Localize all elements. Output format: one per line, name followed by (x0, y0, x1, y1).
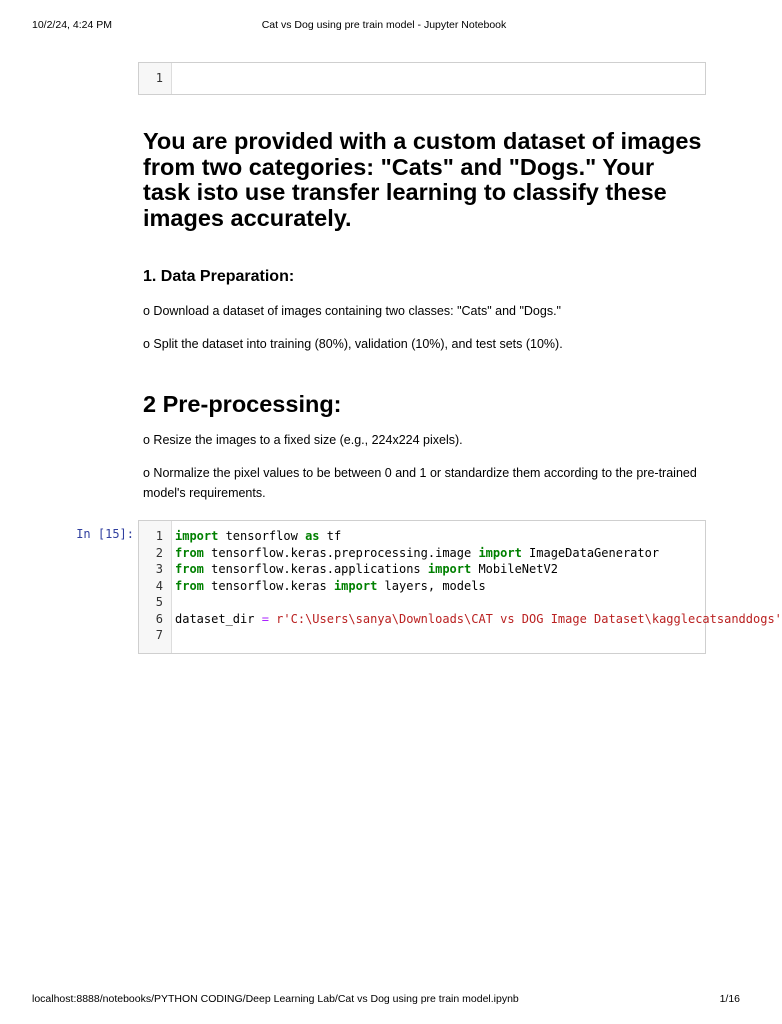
code-line (175, 578, 782, 595)
section-1-heading (143, 267, 703, 287)
code-token: from (175, 562, 204, 576)
line-number: 5 (155, 595, 163, 609)
code-token: import (175, 529, 219, 543)
print-page-number: 1/16 (719, 993, 740, 1005)
code-token: = (261, 611, 269, 626)
code-line (175, 545, 782, 562)
line-number: 7 (155, 628, 163, 642)
code-token: r'C:\Users\sanya\Downloads\CAT vs DOG Image Dataset\kagglecatsanddogs' (276, 611, 782, 626)
line-number: 3 (155, 562, 163, 576)
section-1-title: . Data Preparation: (151, 268, 295, 285)
code-token: as (305, 529, 320, 543)
code-token: tensorflow.keras.preprocessing.image (203, 545, 479, 560)
section-2-paragraph-2 (143, 463, 703, 503)
markdown-title (143, 129, 703, 231)
code-token: tensorflow.keras (203, 578, 334, 593)
empty-code-cell[interactable] (138, 62, 706, 95)
line-number: 1 (155, 71, 163, 85)
code-line (175, 611, 782, 628)
section-1-number: 1 (143, 268, 152, 285)
code-token: from (175, 578, 204, 593)
section-1-paragraph-1 (143, 301, 703, 321)
print-url: localhost:8888/notebooks/PYTHON CODING/Deep Learning Lab/Cat vs Dog using pre train model.ipynb (32, 993, 519, 1005)
task-heading: You are provided with a custom dataset of images from two categories: "Cats" and "Dogs." Your task isto use transfer learning to classify these images accurately. (143, 128, 702, 231)
code-line (175, 594, 782, 611)
code-line (175, 561, 782, 578)
paragraph-text: o Resize the images to a fixed size (e.g., 224x224 pixels). (143, 433, 463, 447)
input-prompt: In [15]: (76, 527, 134, 541)
line-number-gutter (139, 521, 172, 653)
code-token: dataset_dir (175, 611, 262, 626)
line-number: 4 (155, 578, 163, 593)
section-2-heading (143, 390, 703, 418)
line-number-gutter (139, 63, 172, 94)
code-line (175, 528, 782, 545)
code-token: import (427, 562, 472, 576)
code-token: import (478, 545, 522, 560)
code-token: tensorflow.keras.applications (203, 562, 428, 576)
line-number: 2 (155, 545, 163, 560)
section-2-paragraph-1 (143, 430, 703, 450)
line-number: 1 (155, 529, 163, 543)
code-cell[interactable] (138, 520, 782, 654)
print-datetime: 10/2/24, 4:24 PM (32, 19, 112, 31)
code-line (175, 627, 782, 644)
code-token: tensorflow (218, 529, 306, 543)
paragraph-text: o Normalize the pixel values to be between 0 and 1 or standardize them according to the pre-trained model's requirements. (143, 466, 697, 500)
section-2-title: 2 Pre-processing: (143, 391, 342, 417)
paragraph-text: o Split the dataset into training (80%), validation (10%), and test sets (10%). (143, 337, 563, 351)
code-token: ImageDataGenerator (521, 545, 660, 560)
code-token: from (175, 545, 204, 560)
code-token: MobileNetV2 (471, 562, 558, 576)
code-token: layers, models (377, 578, 486, 593)
code-token: import (333, 578, 378, 593)
line-number: 6 (155, 611, 163, 626)
section-1-paragraph-2 (143, 334, 703, 354)
code-token: tf (319, 529, 342, 543)
line-numbers (156, 528, 163, 644)
code-editor[interactable] (175, 528, 782, 644)
paragraph-text: o Download a dataset of images containing two classes: "Cats" and "Dogs." (143, 304, 561, 318)
print-page-title: Cat vs Dog using pre train model - Jupyter Notebook (261, 19, 507, 31)
